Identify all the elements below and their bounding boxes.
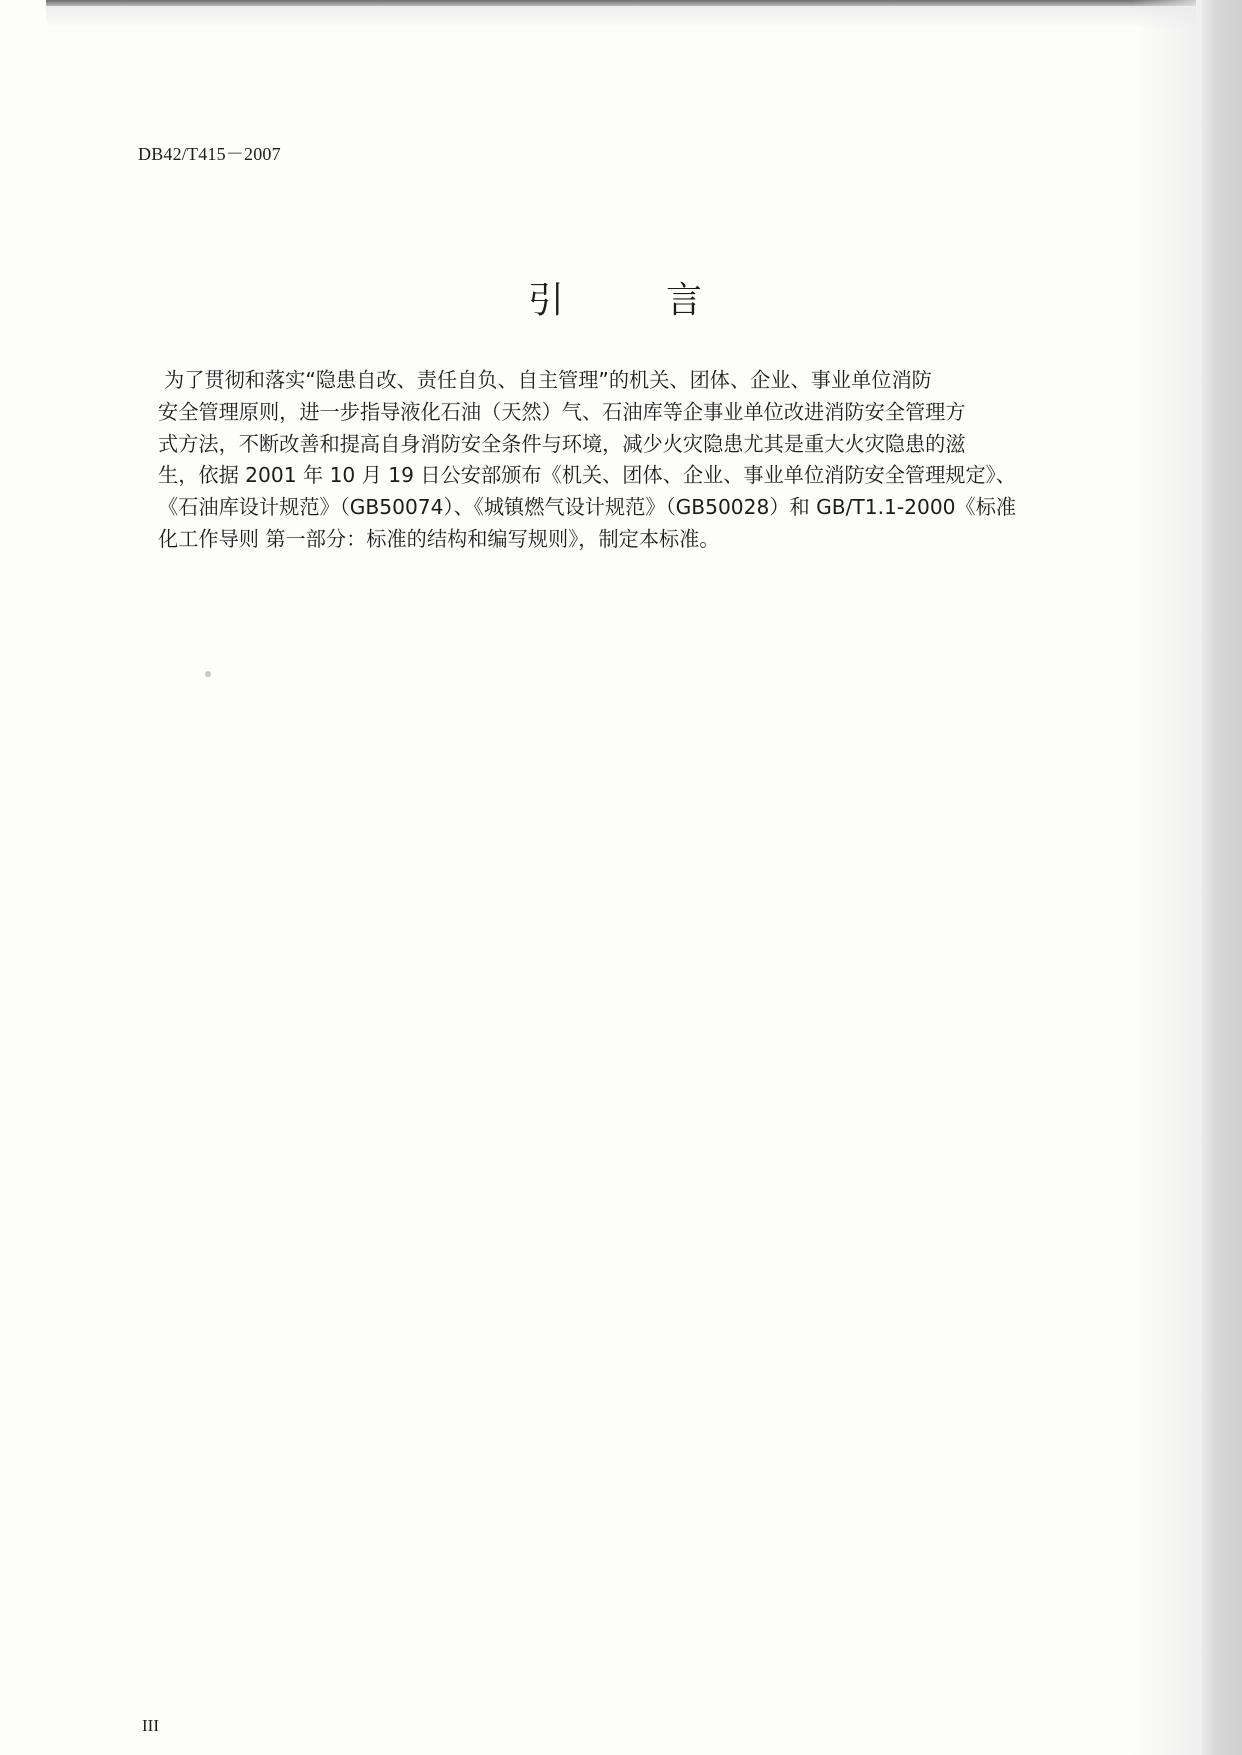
body-line: 式方法，不断改善和提高自身消防安全条件与环境，减少火灾隐患尤其是重大火灾隐患的滋 [158, 431, 966, 456]
body-line: 为了贯彻和落实“隐患自改、责任自负、自主管理”的机关、团体、企业、事业单位消防 [164, 368, 932, 392]
page-number: III [142, 1716, 159, 1735]
body-line: 安全管理原则，进一步指导液化石油（天然）气、石油库等企事业单位改进消防安全管理方 [158, 399, 966, 424]
body-line: 《石油库设计规范》（GB50074）、《城镇燃气设计规范》（GB50028）和 GB/T1.1-2000《标准 [158, 495, 1017, 520]
title-char-2: 言 [666, 280, 703, 321]
scan-speck [205, 671, 211, 677]
title-char-1: 引 [528, 280, 565, 321]
scan-right-edge [1202, 0, 1242, 1755]
body-line: 化工作导则 第一部分：标准的结构和编写规则》，制定本标准。 [158, 526, 720, 551]
body-line: 生，依据 2001 年 10 月 19 日公安部颁布《机关、团体、企业、事业单位消防安全管理规定》、 [158, 463, 1016, 488]
introduction-paragraph [158, 365, 1024, 556]
document-code: DB42/T415－2007 [138, 144, 281, 164]
section-title [528, 272, 702, 323]
scan-binding-shadow [1132, 0, 1202, 1755]
scan-top-shadow [46, 6, 1196, 28]
